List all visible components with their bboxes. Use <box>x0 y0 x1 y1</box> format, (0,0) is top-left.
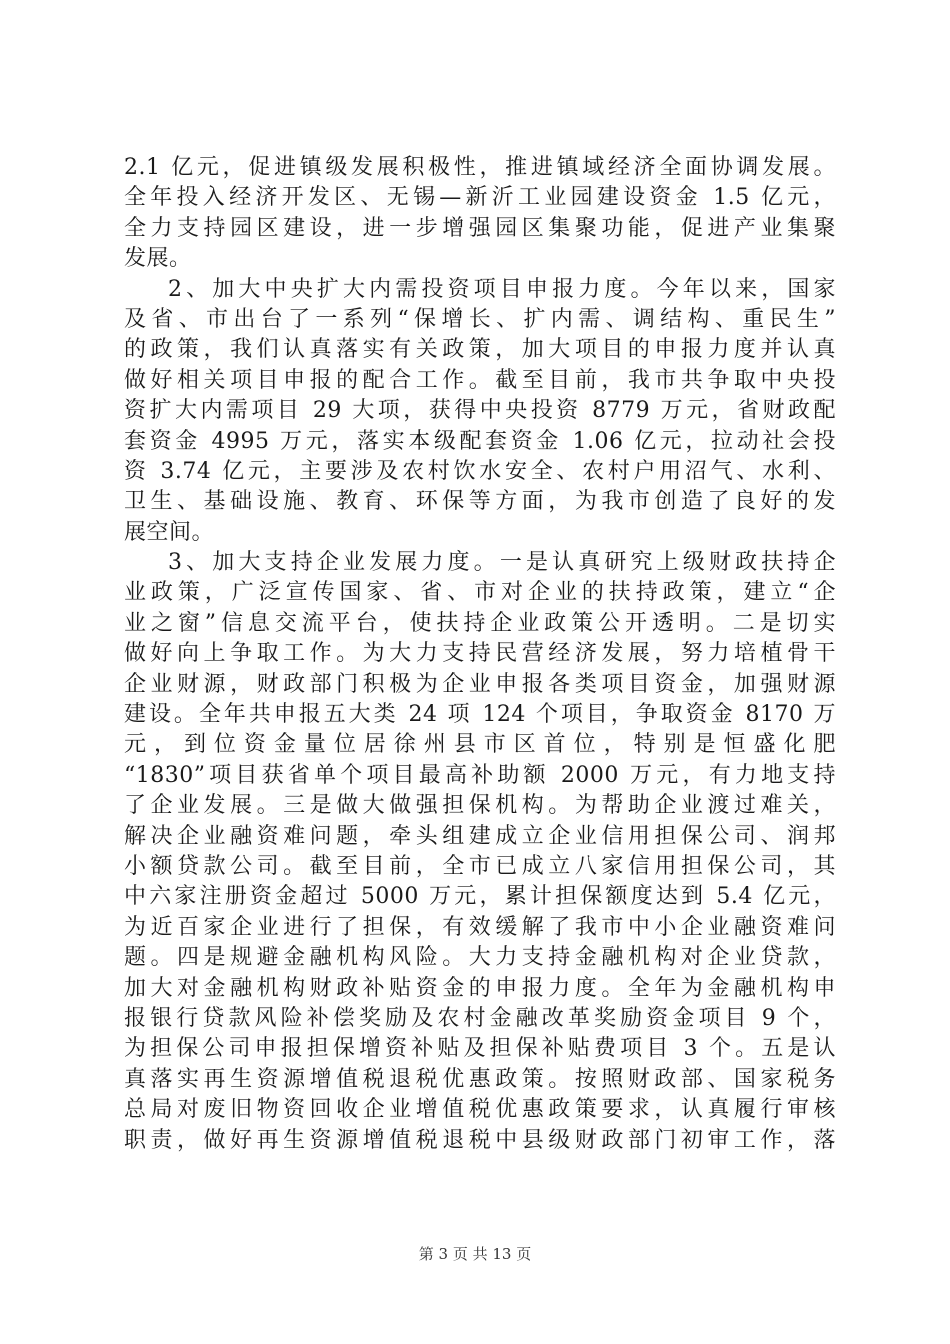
text-line: 加大对金融机构财政补贴资金的申报力度。全年为金融机构申 <box>124 975 836 1001</box>
text-line: 全年投入经济开发区、无锡—新沂工业园建设资金 1.5 亿元， <box>124 185 836 211</box>
document-body <box>124 153 836 1156</box>
text-line: 的政策，我们认真落实有关政策，加大项目的申报力度并认真 <box>124 337 836 363</box>
text-line: 及省、市出台了一系列“保增长、扩内需、调结构、重民生” <box>124 306 836 332</box>
text-line: 资扩大内需项目 29 大项，获得中央投资 8779 万元，省财政配 <box>124 398 836 424</box>
text-line: 题。四是规避金融机构风险。大力支持金融机构对企业贷款， <box>124 945 836 971</box>
paragraph <box>124 275 836 549</box>
text-line: 中六家注册资金超过 5000 万元，累计担保额度达到 5.4 亿元， <box>124 884 836 910</box>
text-line: 业之窗”信息交流平台，使扶持企业政策公开透明。二是切实 <box>124 610 836 636</box>
text-line: 为近百家企业进行了担保，有效缓解了我市中小企业融资难问 <box>124 914 836 940</box>
text-line: 元，到位资金量位居徐州县市区首位，特别是恒盛化肥 <box>124 732 836 758</box>
paragraph <box>124 153 836 275</box>
text-line: “1830”项目获省单个项目最高补助额 2000 万元，有力地支持 <box>124 762 836 788</box>
text-line: 为担保公司申报担保增资补贴及担保补贴费项目 3 个。五是认 <box>124 1036 836 1062</box>
text-line: 展空间。 <box>124 519 215 545</box>
text-line: 2、加大中央扩大内需投资项目申报力度。今年以来，国家 <box>168 276 836 302</box>
text-line: 做好相关项目申报的配合工作。截至目前，我市共争取中央投 <box>124 367 836 393</box>
text-line: 套资金 4995 万元，落实本级配套资金 1.06 亿元，拉动社会投 <box>124 428 836 454</box>
text-line: 小额贷款公司。截至目前，全市已成立八家信用担保公司，其 <box>124 853 836 879</box>
page-number-label: 第 3 页 共 13 页 <box>418 1245 532 1263</box>
text-line: 真落实再生资源增值税退税优惠政策。按照财政部、国家税务 <box>124 1066 836 1092</box>
text-line: 报银行贷款风险补偿奖励及农村金融改革奖励资金项目 9 个， <box>124 1005 836 1031</box>
text-line: 业政策，广泛宣传国家、省、市对企业的扶持政策，建立“企 <box>124 580 836 606</box>
text-line: 企业财源，财政部门积极为企业申报各类项目资金，加强财源 <box>124 671 836 697</box>
text-line: 做好向上争取工作。为大力支持民营经济发展，努力培植骨干 <box>124 641 836 667</box>
text-line: 全力支持园区建设，进一步增强园区集聚功能，促进产业集聚 <box>124 215 836 241</box>
text-line: 建设。全年共申报五大类 24 项 124 个项目，争取资金 8170 万 <box>124 702 836 728</box>
text-line: 3、加大支持企业发展力度。一是认真研究上级财政扶持企 <box>168 550 836 576</box>
text-line: 解决企业融资难问题，牵头组建成立企业信用担保公司、润邦 <box>124 823 836 849</box>
page-footer <box>0 1244 950 1264</box>
text-line: 2.1 亿元，促进镇级发展积极性，推进镇域经济全面协调发展。 <box>124 155 836 180</box>
text-line: 资 3.74 亿元，主要涉及农村饮水安全、农村户用沼气、水利、 <box>124 458 836 484</box>
text-line: 总局对废旧物资回收企业增值税优惠政策要求，认真履行审核 <box>124 1097 836 1123</box>
paragraph <box>124 548 836 1156</box>
text-line: 卫生、基础设施、教育、环保等方面，为我市创造了良好的发 <box>124 489 836 515</box>
text-line: 职责，做好再生资源增值税退税中县级财政部门初审工作，落 <box>124 1127 836 1153</box>
text-line: 了企业发展。三是做大做强担保机构。为帮助企业渡过难关， <box>124 793 836 819</box>
text-line: 发展。 <box>124 246 192 272</box>
